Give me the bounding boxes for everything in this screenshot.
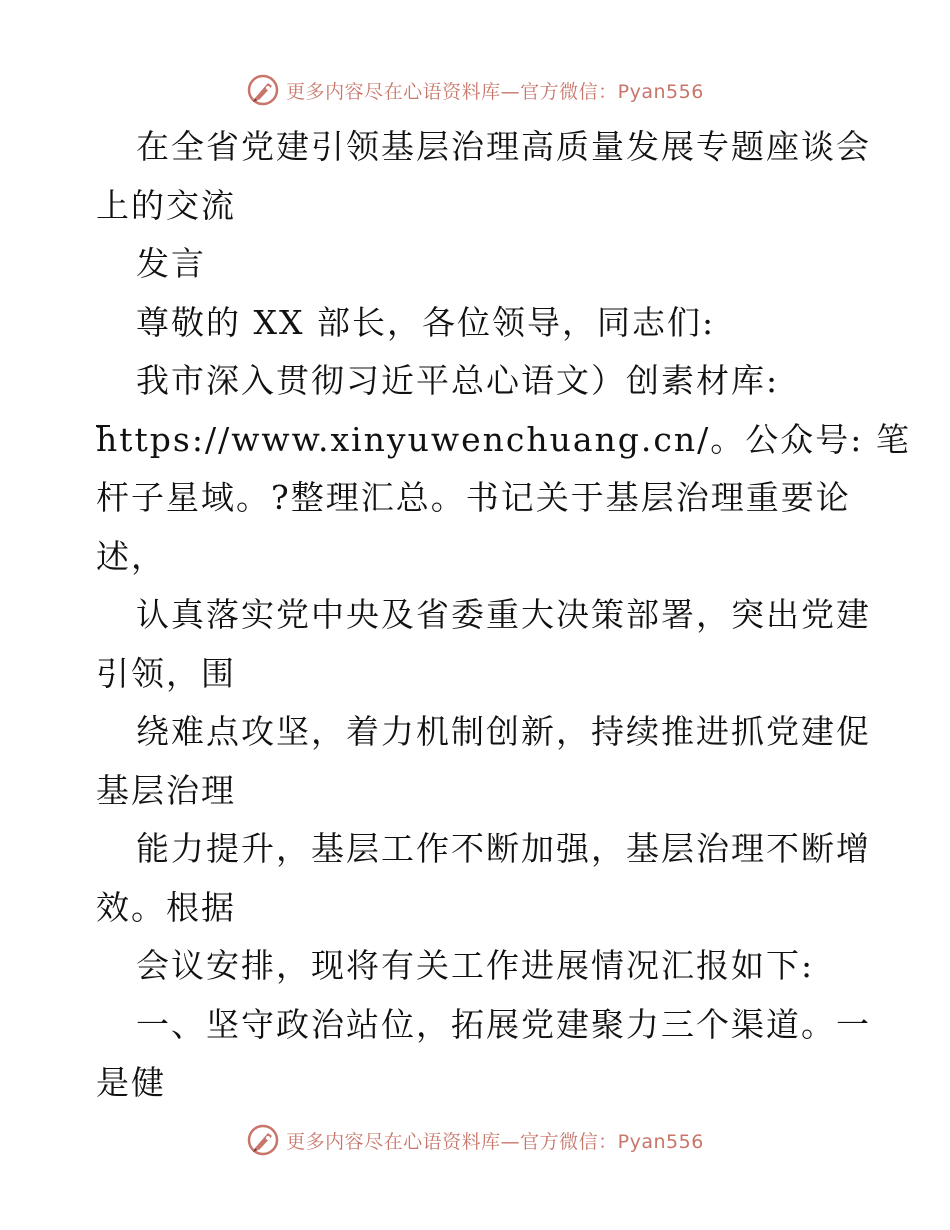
text-line: 引领，围: [96, 653, 236, 693]
text-line: 效。根据: [96, 887, 236, 927]
text-line: 认真落实党中央及省委重大决策部署，突出党建: [136, 595, 871, 634]
text-line: 能力提升，基层工作不断加强，基层治理不断增: [136, 829, 871, 868]
header-banner-text: 更多内容尽在心语资料库—官方微信：Pyan556: [286, 80, 704, 103]
footer-banner-text: 更多内容尽在心语资料库—官方微信：Pyan556: [286, 1130, 704, 1153]
text-line: 在全省党建引领基层治理高质量发展专题座谈会: [136, 127, 871, 166]
text-line: 是健: [96, 1063, 166, 1102]
document-body: [96, 118, 911, 1113]
text-line: https://www.xinyuwenchuang.cn/。公众号: 笔: [96, 419, 911, 459]
text-line: 上的交流: [96, 185, 236, 225]
pen-logo-icon: [246, 73, 280, 107]
text-line: 会议安排，现将有关工作进展情况汇报如下:: [136, 946, 815, 985]
footer-banner: [0, 1120, 950, 1160]
text-line: 发言: [136, 244, 206, 283]
text-line: 我市深入贯彻习近平总心语文）创素材库:: [136, 361, 780, 400]
header-banner: [0, 70, 950, 110]
text-line: 述，: [96, 536, 166, 576]
text-line: 尊敬的 XX 部长，各位领导，同志们:: [136, 302, 716, 342]
text-line: 绕难点攻坚，着力机制创新，持续推进抓党建促: [136, 712, 871, 751]
text-line: 一、坚守政治站位，拓展党建聚力三个渠道。一: [136, 1004, 871, 1044]
pen-logo-icon: [246, 1123, 280, 1157]
text-line: 基层治理: [96, 770, 236, 810]
text-line: 杆子星域。?整理汇总。书记关于基层治理重要论: [96, 478, 851, 517]
